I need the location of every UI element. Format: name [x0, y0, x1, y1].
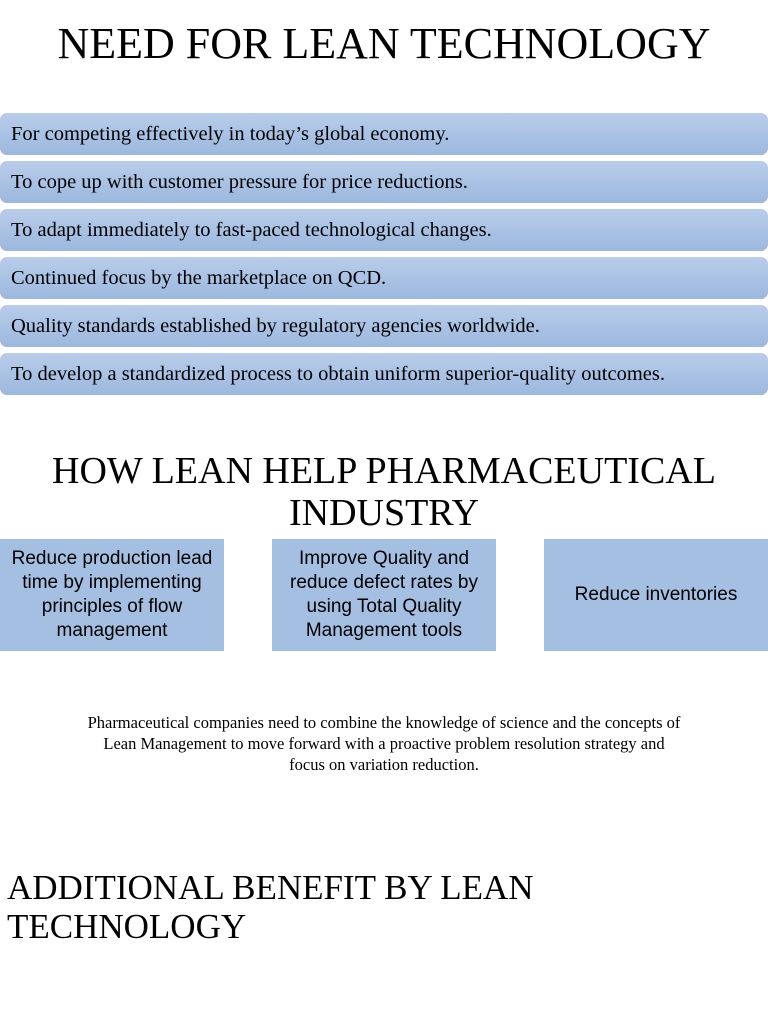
benefit-box-text: Reduce production lead time by implementing principles of flow management	[11, 548, 213, 641]
need-item: To cope up with customer pressure for price reductions.	[0, 161, 768, 203]
need-item: Continued focus by the marketplace on QCD.	[0, 257, 768, 299]
summary-paragraph: Pharmaceutical companies need to combine the knowledge of science and the concepts of Lean Management to move forward with a proactive problem resolution strategy and focus on variation reduction.	[87, 713, 681, 774]
need-item: For competing effectively in today’s global economy.	[0, 113, 768, 155]
page-title-need-for-lean: NEED FOR LEAN TECHNOLOGY	[57, 19, 711, 68]
need-item: To adapt immediately to fast-paced technological changes.	[0, 209, 768, 251]
need-item: To develop a standardized process to obtain uniform superior-quality outcomes.	[0, 353, 768, 395]
section-title-how-lean-helps: HOW LEAN HELP PHARMACEUTICAL INDUSTRY	[52, 450, 716, 534]
need-item: Quality standards established by regulatory agencies worldwide.	[0, 305, 768, 347]
benefit-box-inventories	[544, 539, 768, 651]
benefit-box-lead-time	[0, 539, 224, 651]
benefit-box-text: Improve Quality and reduce defect rates by using Total Quality Management tools	[290, 548, 478, 641]
section-title-additional-benefit: ADDITIONAL BENEFIT BY LEAN TECHNOLOGY	[7, 868, 534, 946]
benefit-box-text: Reduce inventories	[574, 584, 738, 605]
benefit-box-quality	[272, 539, 496, 651]
